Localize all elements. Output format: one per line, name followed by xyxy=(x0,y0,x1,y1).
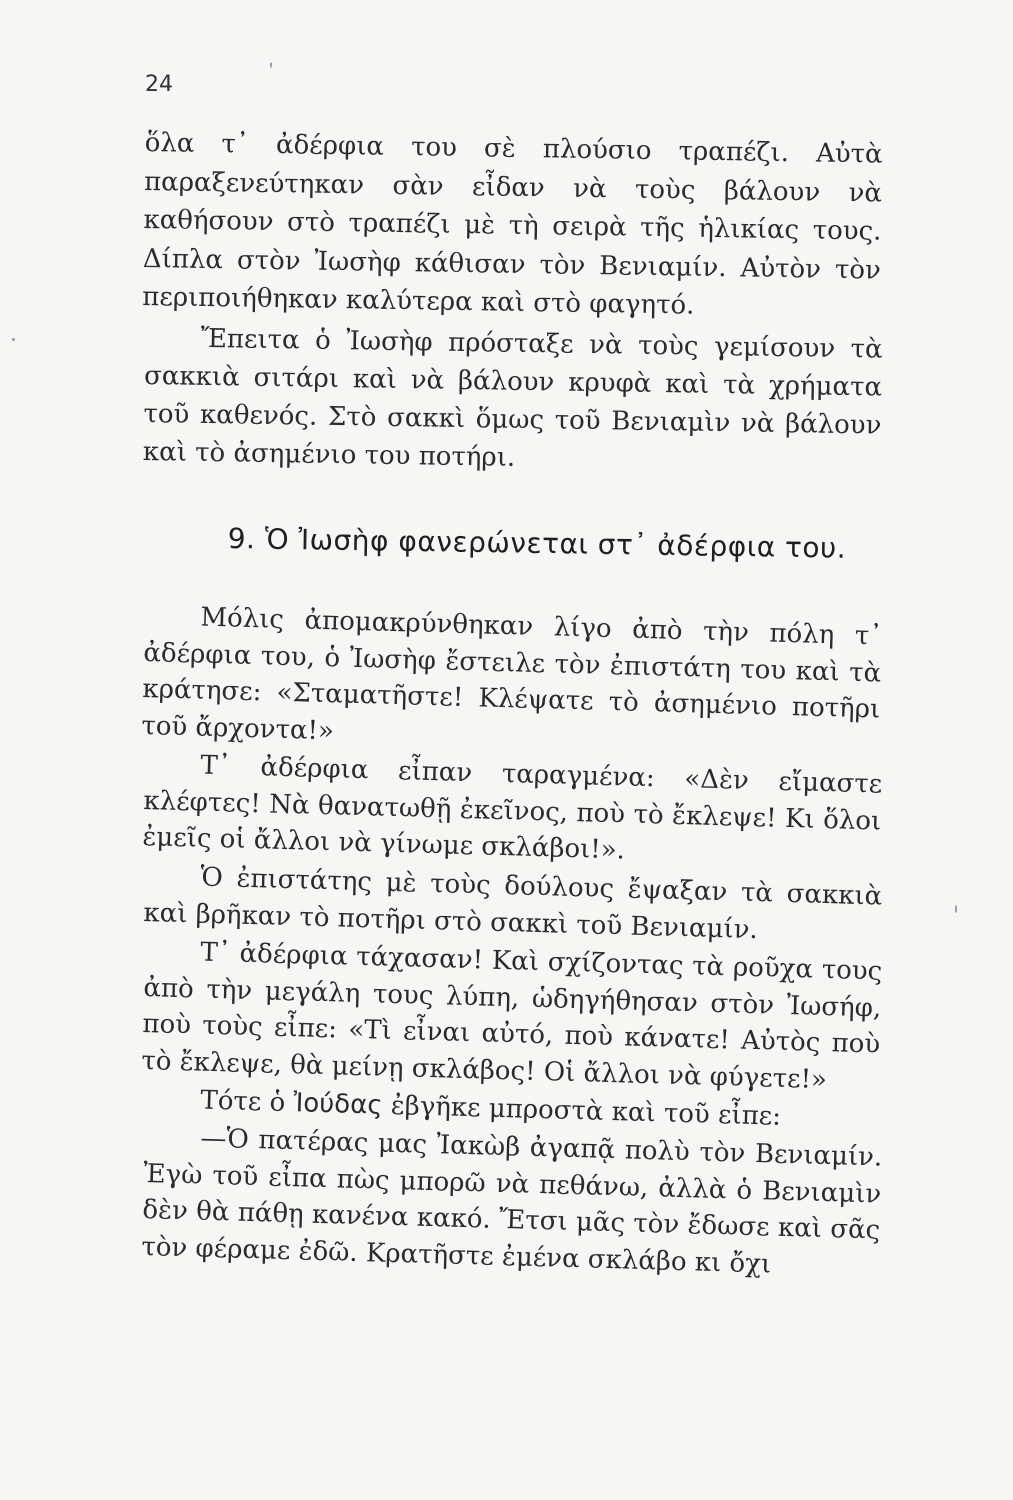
judah-name: Ἰούδας xyxy=(293,1087,383,1121)
section-1-text xyxy=(142,124,883,473)
judah-outro: ἐβγῆκε μπροστὰ καὶ τοῦ εἶπε: xyxy=(382,1090,782,1132)
paragraph: Ὁ ἐπιστάτης μὲ τοὺς δούλους ἔψαξαν τὰ σακκιὰ καὶ βρῆκαν τὸ ποτῆρι στὸ σακκὶ τοῦ Βενιαμίν. xyxy=(143,862,883,945)
paragraph: ὅλα τ᾿ ἀδέρφια του σὲ πλούσιο τραπέζι. Αὐτὰ παραξενεύτηκαν σὰν εἶδαν νὰ τοὺς βάλουν νὰ καθήσουν στὸ τραπέζι μὲ τὴ σειρὰ τῆς ἡλικίας τους. Δίπλα στὸν Ἰωσὴφ κάθισαν τὸν Βενιαμίν. Αὐτὸν τὸν περιποιήθηκαν καλύτερα καὶ στὸ φαγητό. xyxy=(142,127,883,321)
scan-speck xyxy=(12,338,15,341)
scan-speck xyxy=(955,905,957,913)
page-number: 24 xyxy=(145,72,173,97)
chapter-heading: 9. Ὁ Ἰωσὴφ φανερώνεται στ᾿ ἀδέρφια του. xyxy=(227,522,847,565)
scan-speck xyxy=(270,62,272,68)
speech-paragraph: —Ὁ πατέρας μας Ἰακὼβ ἀγαπᾷ πολὺ τὸν Βενιαμίν. Ἐγὼ τοῦ εἶπα πὼς μπορῶ νὰ πεθάνω, ἀλλὰ ὁ Βενιαμὶν δὲν θὰ πάθῃ κανένα κακό. Ἔτσι μᾶς τὸν ἔδωσε καὶ σᾶς τὸν φέραμε ἐδῶ. Κρατῆστε ἐμένα σκλάβο κι ὄχι xyxy=(141,1123,883,1280)
judah-intro: Τότε ὁ xyxy=(200,1085,294,1118)
paragraph: Τ᾿ ἀδέρφια τάχασαν! Καὶ σχίζοντας τὰ ροῦχα τους ἀπὸ τὴν μεγάλη τους λύπη, ὡδηγήθησαν στὸν Ἰωσήφ, ποὺ τοὺς εἶπε: «Τὶ εἶναι αὐτό, ποὺ κάνατε! Αὐτὸς ποὺ τὸ ἔκλεψε, θὰ μείνῃ σκλάβος! Οἱ ἄλλοι νὰ φύγετε!» xyxy=(141,937,883,1095)
paragraph: Τ᾿ ἀδέρφια εἶπαν ταραγμένα: «Δὲν εἴμαστε κλέφτες! Νὰ θανατωθῇ ἐκεῖνος, ποὺ τὸ ἔκλεψε! Κι ὅλοι ἐμεῖς οἱ ἄλλοι νὰ γίνωμε σκλάβοι!». xyxy=(142,750,883,866)
section-2-text xyxy=(141,598,883,1280)
paragraph: Ἔπειτα ὁ Ἰωσὴφ πρόσταξε νὰ τοὺς γεμίσουν τὰ σακκιὰ σιτάρι καὶ νὰ βάλουν κρυφὰ καὶ τὰ χρήματα τοῦ καθενός. Στὸ σακκὶ ὅμως τοῦ Βενιαμὶν νὰ βάλουν καὶ τὸ ἀσημένιο του ποτήρι. xyxy=(142,323,883,473)
paragraph: Μόλις ἀπομακρύνθηκαν λίγο ἀπὸ τὴν πόλη τ᾿ ἀδέρφια του, ὁ Ἰωσὴφ ἔστειλε τὸν ἐπιστάτη του καὶ τὰ κράτησε: «Σταματῆστε! Κλέψατε τὸ ἀσημένιο ποτῆρι τοῦ ἄρχοντα!» xyxy=(141,602,883,746)
